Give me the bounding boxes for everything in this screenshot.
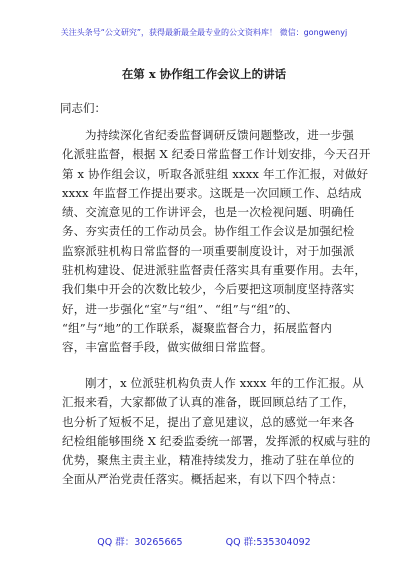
footer-qq-group-1: QQ 群：30265665 — [97, 537, 183, 548]
paragraph-line: 也分析了短板不足，提出了意见建议，总的感觉一年来各 — [62, 414, 355, 429]
paragraph-1 — [62, 126, 371, 358]
paragraph-line: 监察派驻机构日常监督的一项重要制度设计，对于加强派 — [62, 243, 355, 258]
paragraph-line: 务、夯实责任的工作动员会。协作组工作会议是加强纪检 — [62, 224, 355, 239]
paragraph-line: 为持续深化省纪委监督调研反馈问题整改，进一步强 — [85, 128, 355, 142]
paragraph-line: 好，进一步强化“室”与“组”、“组”与“组”的、 — [62, 301, 298, 316]
paragraph-line: 优势，聚焦主责主业，精准持续发力，推动了驻在单位的 — [62, 453, 355, 468]
salutation: 同志们： — [60, 101, 106, 115]
footer-qq-group-2: QQ 群:535304092 — [225, 537, 311, 548]
header-note: 关注头条号“公文研究”，获得最新最全最专业的公文资料库！ 微信：gongwenyj — [60, 28, 348, 37]
paragraph-line: 全面从严治党责任落实。概括起来，有以下四个特点： — [62, 472, 343, 487]
paragraph-line: 第 x 协作组会议，听取各派驻组 xxxx 年工作汇报，对做好 — [62, 166, 369, 181]
paragraph-line: “组”与“地”的工作联系，凝聚监督合力，拓展监督内 — [62, 320, 333, 335]
paragraph-line: 绩、交流意见的工作讲评会，也是一次检视问题、明确任 — [62, 205, 355, 220]
paragraph-line: 化派驻监督，根据 X 纪委日常监督工作计划安排，今天召开 — [62, 147, 371, 162]
paragraph-2 — [62, 374, 371, 490]
footer — [0, 534, 408, 548]
paragraph-line: 驻机构建设、促进派驻监督责任落实具有重要作用。去年， — [62, 263, 367, 278]
paragraph-line: xxxx 年监督工作提出要求。这既是一次回顾工作、总结成 — [62, 185, 362, 200]
document-title: 在第 x 协作组工作会议上的讲话 — [121, 67, 287, 81]
paragraph-line: 刚才，x 位派驻机构负责人作 xxxx 年的工作汇报。从 — [85, 376, 364, 390]
paragraph-line: 我们集中开会的次数比较少，今后要把这项制度坚持落实 — [62, 282, 355, 297]
paragraph-line: 容，丰富监督手段，做实做细日常监督。 — [62, 340, 273, 355]
paragraph-line: 汇报来看，大家都做了认真的准备，既回顾总结了工作， — [62, 395, 355, 410]
paragraph-line: 纪检组能够围绕 X 纪委监委统一部署，发挥派的权威与驻的 — [62, 433, 371, 448]
